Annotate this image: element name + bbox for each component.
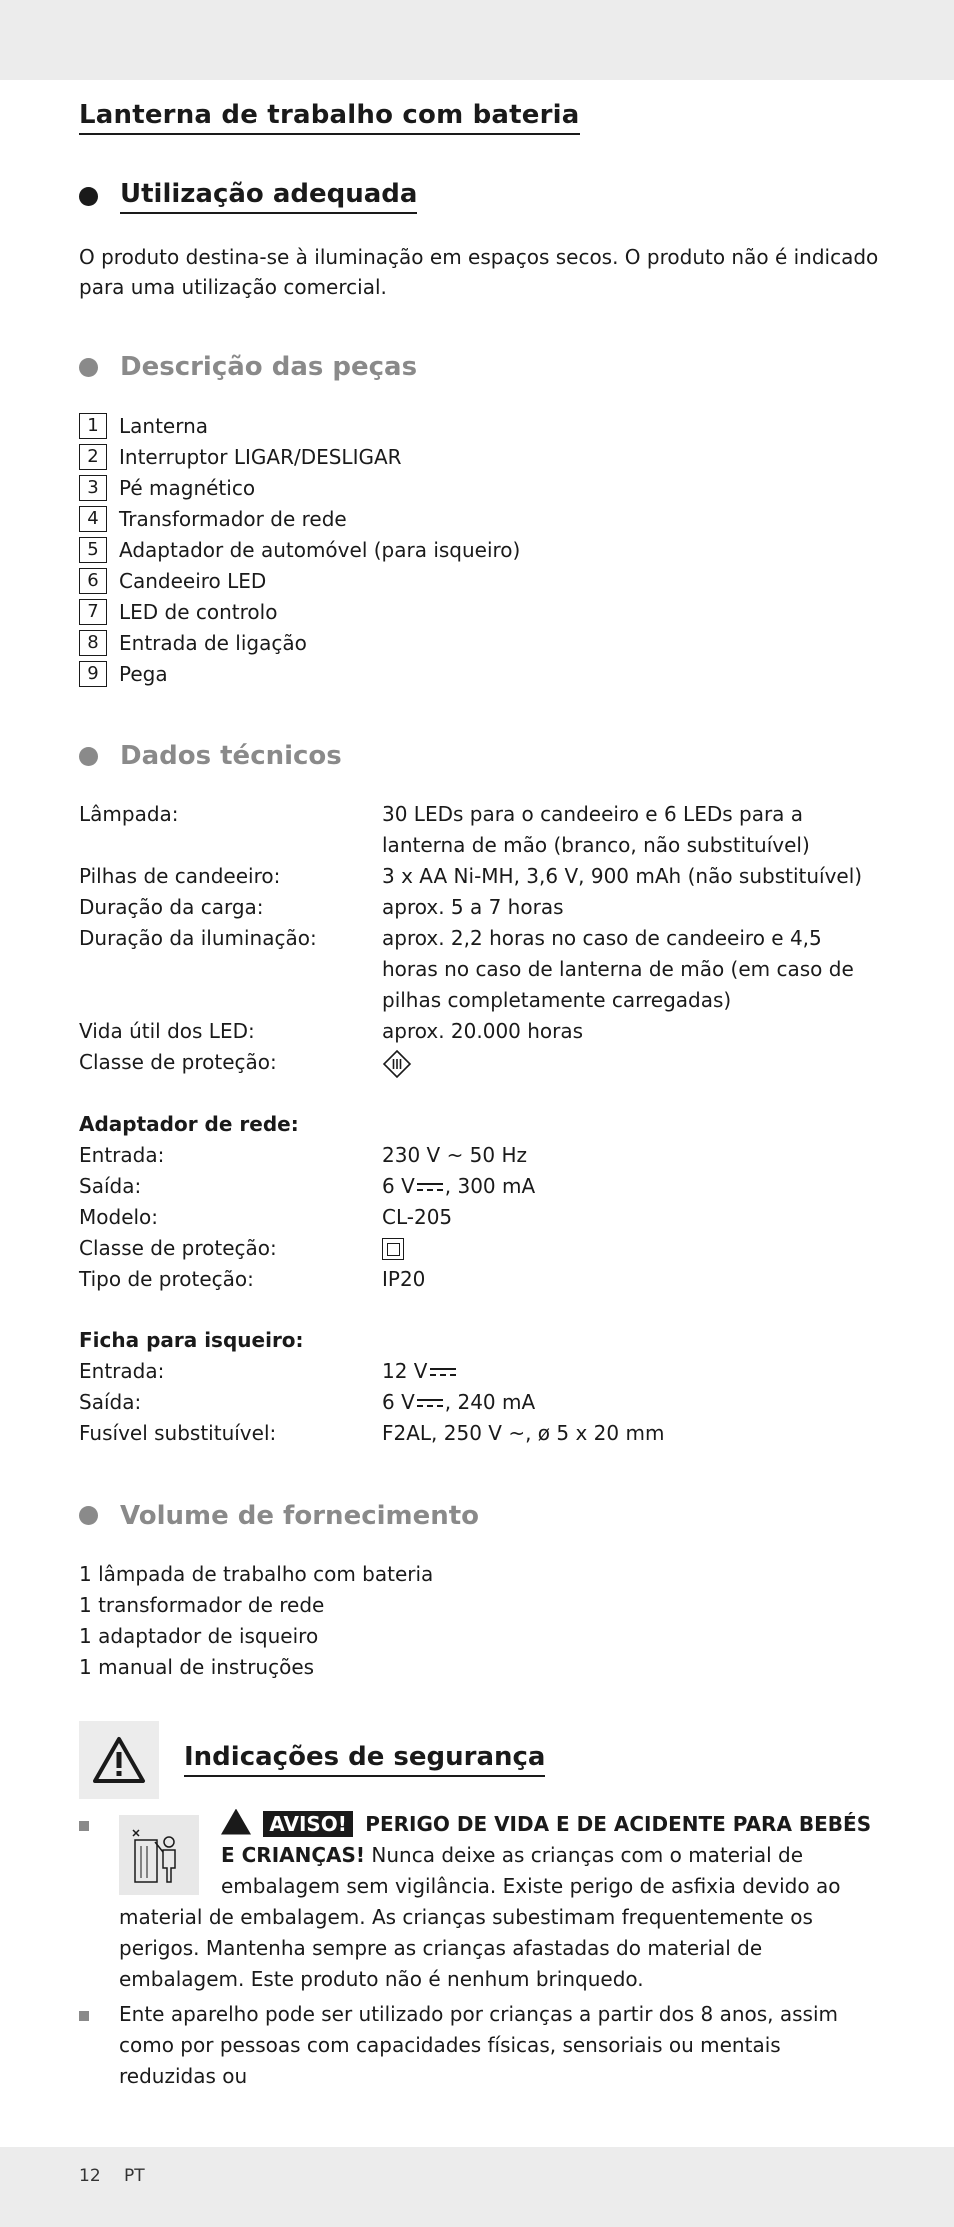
spec-key: Pilhas de candeeiro: (79, 864, 281, 888)
spec-value (382, 1047, 879, 1079)
part-label: Pé magnético (119, 475, 256, 500)
adapter-group-title: Adaptador de rede: (79, 1111, 299, 1136)
bullet-dot-icon (79, 747, 98, 766)
spec-key: Entrada: (79, 1358, 165, 1383)
list-item: 1 adaptador de isqueiro (79, 1623, 319, 1648)
spec-key: Fusível substituível: (79, 1420, 277, 1445)
part-label: Adaptador de automóvel (para isqueiro) (119, 537, 521, 562)
list-item (79, 596, 879, 627)
spec-row (79, 1233, 879, 1264)
spec-row (79, 1202, 879, 1233)
spec-row (79, 1356, 879, 1387)
section-parts (79, 352, 879, 689)
top-margin-band (0, 0, 954, 80)
intended-use-text: O produto destina-se à iluminação em espaços secos. O produto não é indicado para uma utilização comercial. (79, 245, 879, 299)
spec-row (79, 1387, 879, 1418)
part-label: Candeeiro LED (119, 568, 267, 593)
warning-box (79, 1721, 159, 1799)
bullet-square-icon (79, 2011, 89, 2021)
part-label: Interruptor LIGAR/DESLIGAR (119, 444, 402, 469)
bullet-dot-icon (79, 1506, 98, 1525)
page-content (79, 100, 879, 2092)
bullet-dot-icon (79, 358, 98, 377)
spec-value: 230 V ~ 50 Hz (382, 1142, 528, 1167)
spec-key: Saída: (79, 1389, 142, 1414)
page-footer (79, 2166, 163, 2186)
spec-value: CL-205 (382, 1204, 453, 1229)
section-heading (79, 1501, 879, 1531)
plug-group-title: Ficha para isqueiro: (79, 1327, 304, 1352)
part-label: LED de controlo (119, 599, 278, 624)
list-item: 1 transformador de rede (79, 1592, 325, 1617)
list-item (79, 503, 879, 534)
heading-text: Utilização adequada (120, 179, 417, 214)
part-number: 7 (79, 599, 107, 625)
spec-key: Classe de proteção: (79, 1235, 277, 1260)
parts-list (79, 410, 879, 689)
warning-triangle-icon (92, 1736, 146, 1784)
spec-key: Tipo de proteção: (79, 1266, 254, 1291)
list-item (79, 472, 879, 503)
list-item (79, 534, 879, 565)
spec-value: 30 LEDs para o candeeiro e 6 LEDs para a lanterna de mão (branco, não substituível) (382, 802, 810, 857)
list-item: 1 lâmpada de trabalho com bateria (79, 1561, 434, 1586)
child-warning-pictogram (119, 1815, 199, 1895)
spec-key: Duração da iluminação: (79, 926, 317, 950)
heading-text: Dados técnicos (120, 741, 342, 771)
aviso-label: AVISO! (263, 1811, 353, 1837)
list-item (79, 410, 879, 441)
spec-value (382, 1356, 879, 1387)
current: , 300 mA (444, 1173, 536, 1198)
section-technical-data (79, 741, 879, 1449)
list-item (79, 441, 879, 472)
spec-row (79, 1264, 879, 1295)
bullet-square-icon (79, 1821, 89, 1831)
spec-key: Vida útil dos LED: (79, 1019, 255, 1043)
part-number: 5 (79, 537, 107, 563)
voltage: 6 V (382, 1173, 415, 1198)
safety-text: Ente aparelho pode ser utilizado por crianças a partir dos 8 anos, assim como por pessoas com capacidades físicas, sensoriais ou mentais reduzidas ou (119, 2001, 839, 2088)
section-safety-heading (79, 1721, 879, 1799)
voltage: 6 V (382, 1389, 415, 1414)
part-number: 9 (79, 661, 107, 687)
spec-value: 3 x AA Ni-MH, 3,6 V, 900 mAh (não substituível) (382, 864, 863, 888)
footer-band (0, 2147, 954, 2227)
spec-value (382, 1233, 879, 1264)
list-item (79, 565, 879, 596)
spec-value: aprox. 2,2 horas no caso de candeeiro e 4,5 horas no caso de lanterna de mão (em caso de pilhas completamente carregadas) (382, 926, 854, 1012)
spec-value: F2AL, 250 V ~, ø 5 x 20 mm (382, 1420, 665, 1445)
page-number: 12 (79, 2166, 101, 2186)
section-supply (79, 1501, 879, 1683)
part-number: 3 (79, 475, 107, 501)
spec-key: Entrada: (79, 1142, 165, 1167)
part-number: 8 (79, 630, 107, 656)
section-intended-use (79, 179, 879, 302)
part-number: 6 (79, 568, 107, 594)
current: , 240 mA (444, 1389, 536, 1414)
document-title: Lanterna de trabalho com bateria (79, 100, 580, 135)
section-heading (79, 352, 879, 382)
list-item (79, 658, 879, 689)
section-heading (79, 741, 879, 771)
safety-text: Nunca deixe as crianças com o material de embalagem sem vigilância. Existe perigo de asfixia devido ao material de embalagem. As crianças subestimam frequentemente os perigos. Mantenha sempre as crianças afastadas do material de embalagem. Este produto não é nenhum brinquedo. (119, 1842, 841, 1991)
heading-text: Indicações de segurança (184, 1742, 545, 1777)
spec-key: Saída: (79, 1173, 142, 1198)
spec-value (382, 1387, 879, 1418)
spec-value (382, 1171, 879, 1202)
spec-row (79, 892, 879, 923)
spec-row (79, 1016, 879, 1047)
spec-key: Modelo: (79, 1204, 159, 1229)
warning-triangle-small-icon (221, 1809, 251, 1835)
language-code: PT (124, 2166, 145, 2186)
bullet-dot-icon (79, 187, 98, 206)
dc-symbol-icon (417, 1398, 443, 1408)
protection-class-iii-icon (382, 1049, 412, 1079)
section-heading (79, 179, 879, 214)
spec-row (79, 1171, 879, 1202)
part-number: 1 (79, 413, 107, 439)
list-item: 1 manual de instruções (79, 1654, 315, 1679)
spec-row (79, 1140, 879, 1171)
spec-row (79, 1418, 879, 1449)
part-number: 4 (79, 506, 107, 532)
spec-row (79, 799, 879, 861)
protection-class-ii-icon (382, 1238, 404, 1260)
spec-row (79, 1047, 879, 1079)
part-label: Entrada de ligação (119, 630, 307, 655)
spec-row (79, 923, 879, 1016)
supply-list (79, 1559, 879, 1683)
spec-key: Classe de proteção: (79, 1050, 277, 1074)
spec-value: IP20 (382, 1266, 426, 1291)
spec-value: aprox. 5 a 7 horas (382, 895, 564, 919)
spec-table (79, 799, 879, 1449)
list-item (79, 627, 879, 658)
voltage: 12 V (382, 1358, 428, 1383)
heading-text: Descrição das peças (120, 352, 418, 382)
spec-value: aprox. 20.000 horas (382, 1019, 584, 1043)
part-label: Pega (119, 661, 168, 686)
spec-key: Lâmpada: (79, 802, 179, 826)
dc-symbol-icon (430, 1367, 456, 1377)
spec-row (79, 861, 879, 892)
dc-symbol-icon (417, 1182, 443, 1192)
heading-text: Volume de fornecimento (120, 1500, 480, 1531)
safety-item (79, 1999, 879, 2092)
part-label: Lanterna (119, 413, 209, 438)
spec-key: Duração da carga: (79, 895, 264, 919)
danger-heading: PERIGO DE VIDA E DE ACIDENTE PARA BEBÉS E CRIANÇAS! (221, 1811, 872, 1867)
part-number: 2 (79, 444, 107, 470)
safety-item (79, 1809, 879, 1995)
part-label: Transformador de rede (119, 506, 347, 531)
child-packaging-icon (129, 1822, 189, 1888)
